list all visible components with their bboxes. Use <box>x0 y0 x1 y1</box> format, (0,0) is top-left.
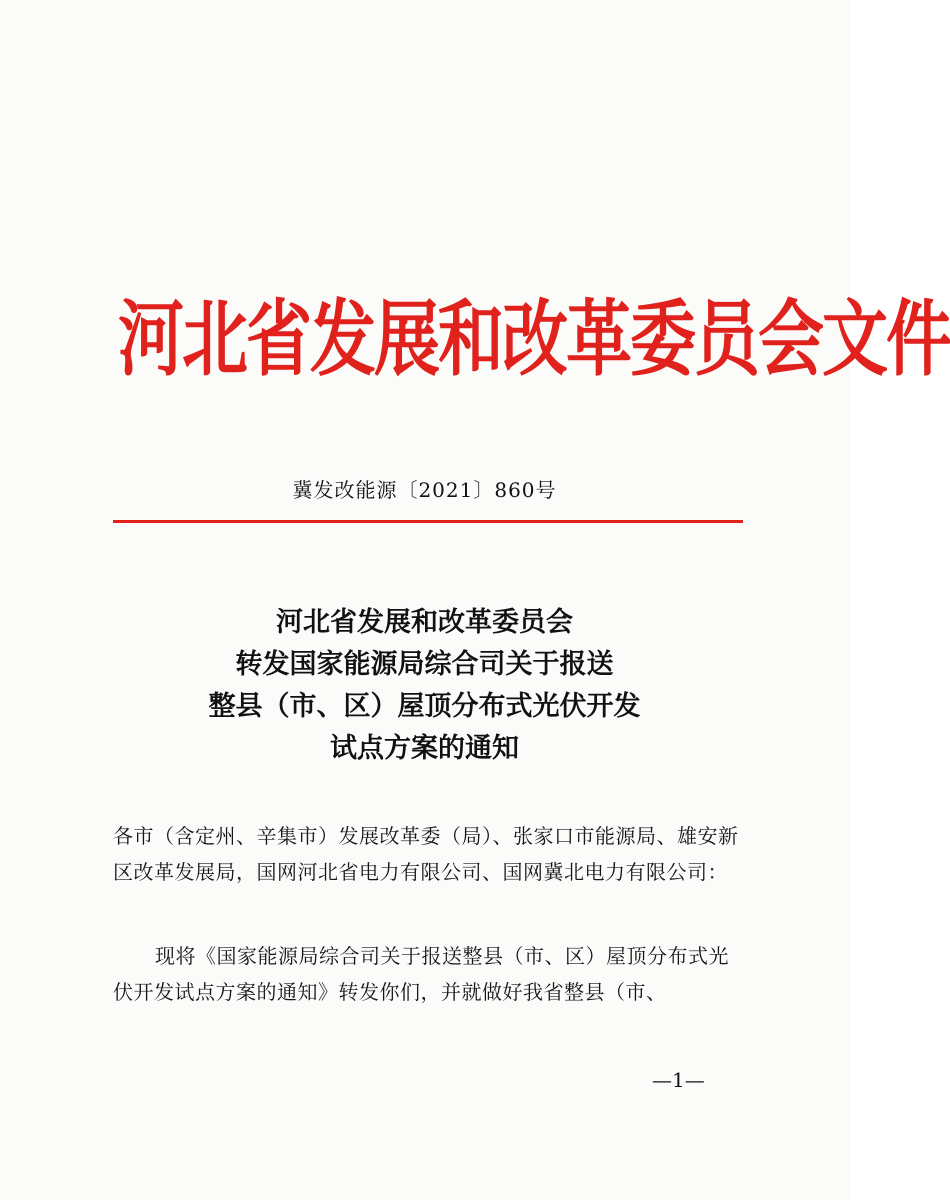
notice-title-line-4: 试点方案的通知 <box>330 733 519 764</box>
page-number: —1— <box>652 1068 705 1092</box>
body-paragraph: 现将《国家能源局综合司关于报送整县（市、区）屋顶分布式光伏开发试点方案的通知》转发你们，并就做好我省整县（市、 <box>113 944 729 1004</box>
notice-title-line-1: 河北省发展和改革委员会 <box>276 607 573 638</box>
notice-title-line-3: 整县（市、区）屋顶分布式光伏开发 <box>208 691 641 722</box>
notice-title-line-2: 转发国家能源局综合司关于报送 <box>235 649 614 680</box>
addressees: 各市（含定州、辛集市）发展改革委（局）、张家口市能源局、雄安新区改革发展局，国网河北省电力有限公司、国网冀北电力有限公司： <box>113 824 739 884</box>
notice-title <box>0 602 849 770</box>
document-number: 冀发改能源〔2021〕860号 <box>292 478 557 502</box>
red-separator-line <box>113 520 743 523</box>
issuing-authority-header: 河北省发展和改革委员会文件 <box>118 291 950 388</box>
